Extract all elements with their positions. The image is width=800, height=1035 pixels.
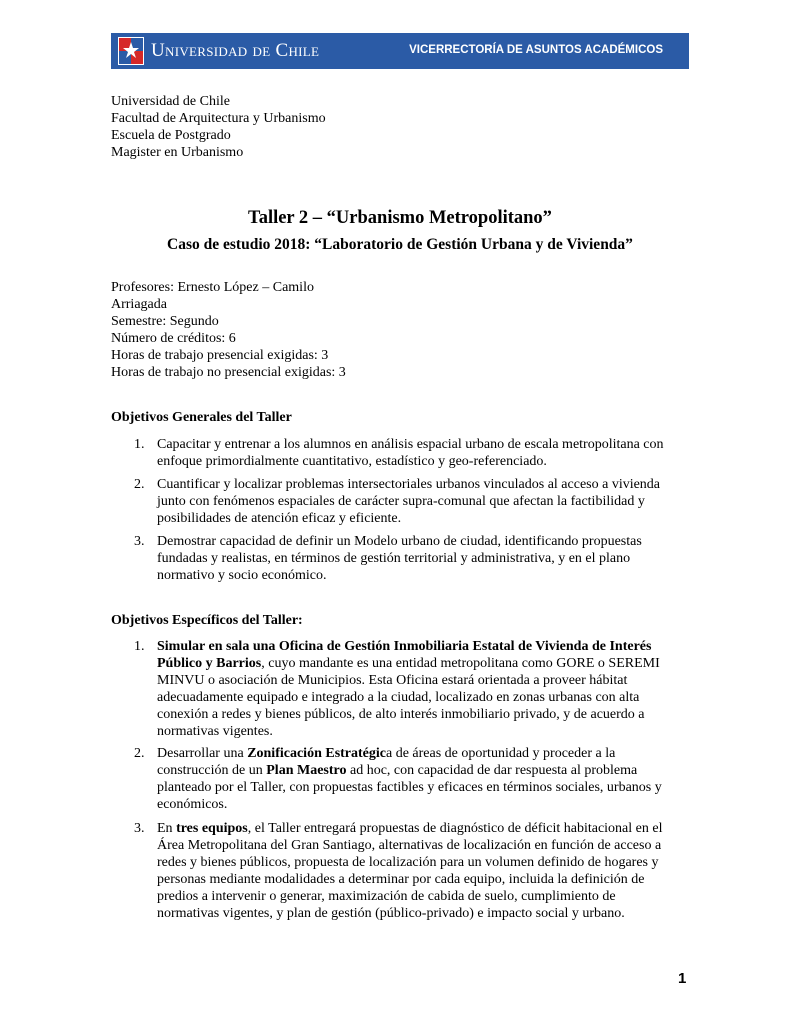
specific-objectives-heading: Objetivos Específicos del Taller: — [111, 613, 303, 628]
item-text: normativo y socio económico. — [157, 568, 327, 583]
item-text: a de áreas de oportunidad y proceder a la — [386, 746, 616, 761]
university-name: Universidad de Chile — [151, 40, 320, 61]
item-text: , cuyo mandante es una entidad metropolitana como GORE o SEREMI — [261, 656, 660, 671]
specific-objective-item — [111, 638, 691, 740]
item-text: , el Taller entregará propuestas de diagnóstico de déficit habitacional en el — [247, 821, 663, 836]
item-text: fundadas y realistas, en términos de gestión territorial y administrativa, y en el plano — [157, 551, 631, 566]
course-info-line: Número de créditos: 6 — [111, 331, 236, 346]
course-info-line: Horas de trabajo presencial exigidas: 3 — [111, 348, 329, 363]
general-objective-item — [111, 533, 691, 584]
institution-line: Escuela de Postgrado — [111, 128, 231, 143]
item-text: posibilidades de atención eficaz y eficiente. — [157, 511, 402, 526]
course-info-block — [111, 279, 691, 381]
item-text: Área Metropolitana del Gran Santiago, alternativas de localización en función de acceso a — [157, 838, 662, 853]
document-subtitle: Caso de estudio 2018: “Laboratorio de Gestión Urbana y de Vivienda” — [167, 236, 633, 253]
item-number: 3. — [134, 821, 145, 836]
course-info-line: Horas de trabajo no presencial exigidas: 3 — [111, 365, 346, 380]
item-bold-text: Zonificación Estratégic — [247, 746, 386, 761]
item-number: 1. — [134, 639, 145, 654]
item-text: Demostrar capacidad de definir un Modelo urbano de ciudad, identificando propuestas — [157, 534, 642, 549]
item-number: 2. — [134, 746, 145, 761]
item-text: conexión a redes y bienes públicos, de alto interés inmobiliario privado, y de acuerdo a — [157, 707, 645, 722]
specific-objective-item — [111, 820, 691, 922]
institution-line: Facultad de Arquitectura y Urbanismo — [111, 111, 326, 126]
vicerrectoria-label: VICERRECTORÍA DE ASUNTOS ACADÉMICOS — [409, 44, 663, 56]
specific-objective-item — [111, 745, 691, 813]
item-bold-text: Público y Barrios — [157, 656, 262, 671]
item-text: Capacitar y entrenar a los alumnos en análisis espacial urbano de escala metropolitana con — [157, 437, 664, 452]
item-bold-text: tres equipos — [176, 821, 248, 836]
item-number: 3. — [134, 534, 145, 549]
item-text: enfoque primordialmente cuantitativo, estadístico y geo-referenciado. — [157, 454, 547, 469]
item-text: ad hoc, con capacidad de dar respuesta al problema — [346, 763, 638, 778]
institution-line: Magister en Urbanismo — [111, 145, 244, 160]
item-text: personas mediante modalidades a determinar por cada equipo, incluida la definición de — [157, 872, 645, 887]
item-text: predios a intervenir o generar, maximización de cabida de suelo, cumplimiento de — [157, 889, 616, 904]
item-number: 1. — [134, 437, 145, 452]
general-objectives-heading: Objetivos Generales del Taller — [111, 410, 292, 425]
item-text: En — [157, 821, 177, 836]
item-text: económicos. — [157, 797, 228, 812]
university-crest-icon — [118, 37, 144, 65]
item-text: planteado por el Taller, con propuestas factibles y eficaces en términos sociales, urbanos y — [157, 780, 662, 795]
item-text: Cuantificar y localizar problemas intersectoriales urbanos vinculados al acceso a vivienda — [157, 477, 661, 492]
course-info-line: Arriagada — [111, 297, 167, 312]
item-text: MINVU o asociación de Municipios. Esta Oficina estará orientada a proveer hábitat — [157, 673, 628, 688]
course-info-line: Profesores: Ernesto López – Camilo — [111, 280, 314, 295]
page-number: 1 — [678, 970, 687, 987]
item-text: normativas vigentes, y plan de gestión (público-privado) e impacto social y urbano. — [157, 906, 625, 921]
document-title: Taller 2 – “Urbanismo Metropolitano” — [248, 208, 552, 228]
item-bold-text: Plan Maestro — [266, 763, 347, 778]
institution-block — [111, 93, 691, 161]
item-text: redes y bienes públicos, propuesta de localización para un volumen definido de hogares y — [157, 855, 659, 870]
item-bold-text: Simular en sala una Oficina de Gestión Inmobiliaria Estatal de Vivienda de Interés — [157, 639, 652, 654]
general-objective-item — [111, 476, 691, 527]
general-objective-item — [111, 436, 691, 470]
item-text: adecuadamente equipado e integrado a la ciudad, localizado en zonas urbanas con alta — [157, 690, 640, 705]
item-text: construcción de un — [157, 763, 267, 778]
header-banner — [111, 33, 689, 69]
item-text: normativas vigentes. — [157, 724, 273, 739]
institution-line: Universidad de Chile — [111, 94, 230, 109]
item-text: Desarrollar una — [157, 746, 248, 761]
item-text: junto con fenómenos espaciales de carácter supra-comunal que afectan la factibilidad y — [157, 494, 645, 509]
item-number: 2. — [134, 477, 145, 492]
course-info-line: Semestre: Segundo — [111, 314, 219, 329]
